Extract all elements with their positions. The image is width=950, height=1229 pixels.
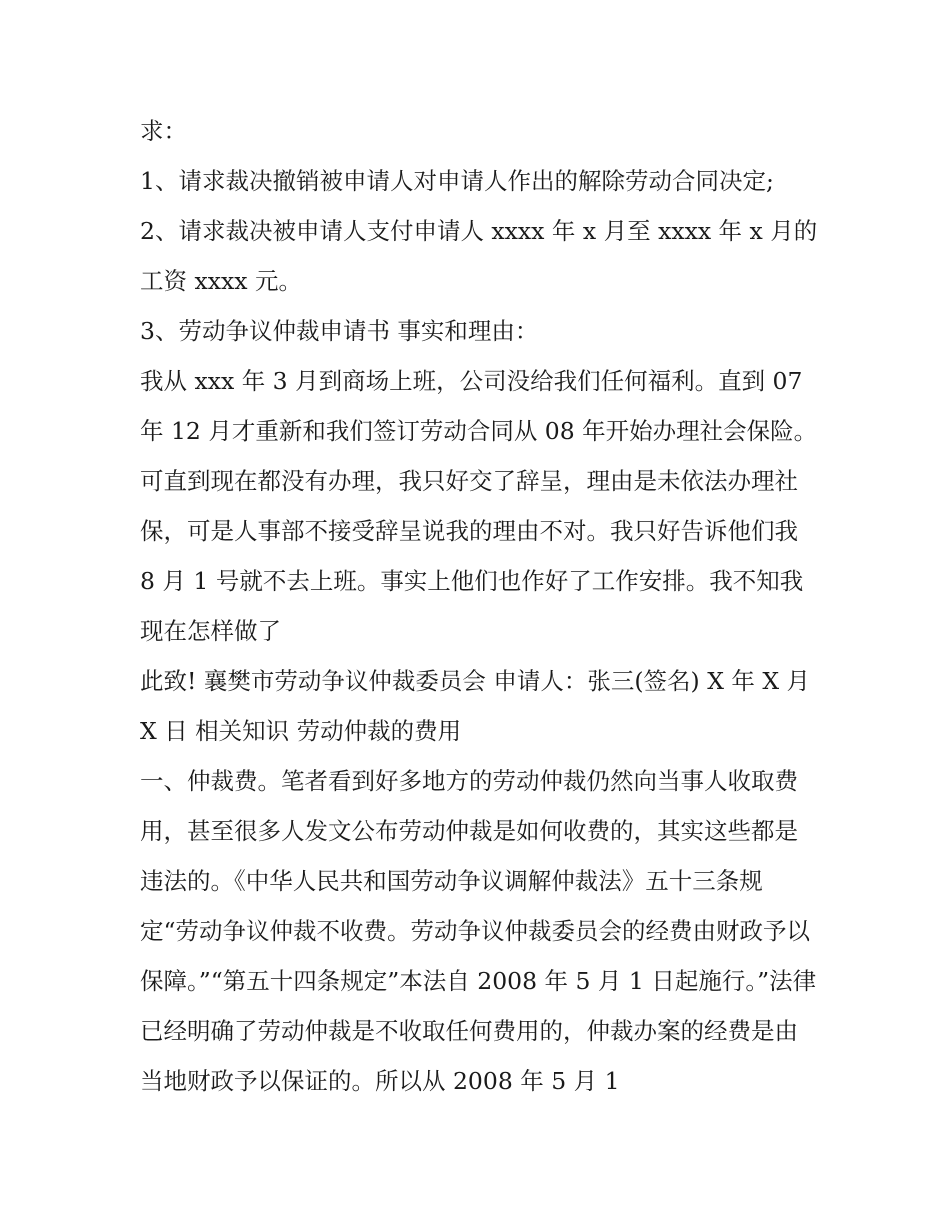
- document-body: [140, 106, 820, 1106]
- paragraph-closing: 此致! 襄樊市劳动争议仲裁委员会 申请人：张三(签名) X 年 X 月 X 日 相关知识 劳动仲裁的费用: [140, 667, 811, 745]
- paragraph-facts-body: 我从 xxx 年 3 月到商场上班，公司没给我们任何福利。直到 07 年 12 月才重新和我们签订劳动合同从 08 年开始办理社会保险。可直到现在都没有办理，我只好交了辞呈，理由是未依法办理社保，可是人事部不接受辞呈说我的理由不对。我只好告诉他们我 8 月 1 号就不去上班。事实上他们也作好了工作安排。我不知我现在怎样做了: [140, 367, 818, 645]
- paragraph-request-1: 1、请求裁决撤销被申请人对申请人作出的解除劳动合同决定;: [140, 167, 774, 195]
- paragraph-request-heading: 求：: [140, 117, 187, 145]
- paragraph-request-2: 2、请求裁决被申请人支付申请人 xxxx 年 x 月至 xxxx 年 x 月的工资 xxxx 元。: [140, 217, 818, 295]
- paragraph-arbitration-fee: 一、仲裁费。笔者看到好多地方的劳动仲裁仍然向当事人收取费用，甚至很多人发文公布劳动仲裁是如何收费的，其实这些都是违法的。《中华人民共和国劳动争议调解仲裁法》五十三条规定“劳动争议仲裁不收费。劳动争议仲裁委员会的经费由财政予以保障。”“第五十四条规定”本法自 2008 年 5 月 1 日起施行。”法律已经明确了劳动仲裁是不收取任何费用的，仲裁办案的经费是由当地财政予以保证的。所以从 2008 年 5 月 1: [140, 767, 817, 1095]
- paragraph-facts-heading: 3、劳动争议仲裁申请书 事实和理由：: [140, 317, 539, 345]
